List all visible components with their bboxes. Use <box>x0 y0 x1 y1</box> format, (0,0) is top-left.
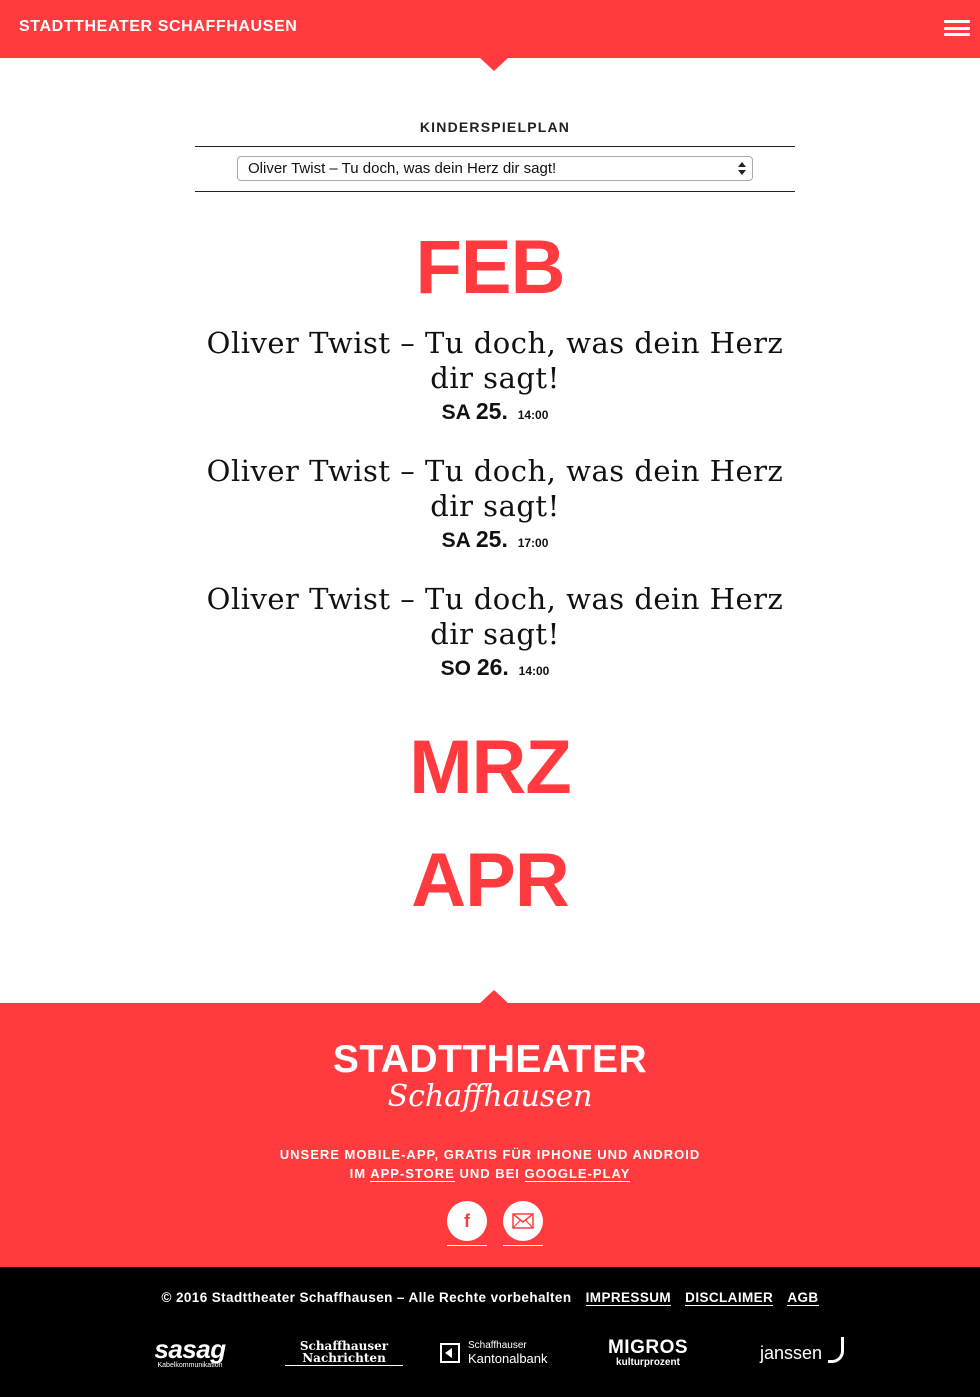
header-pointer-arrow <box>480 58 508 71</box>
sponsor-migros-tagline: kulturprozent <box>616 1357 680 1368</box>
hamburger-menu-icon[interactable] <box>944 20 970 36</box>
bottom-bar <box>0 1267 980 1397</box>
app-line-prefix: IM <box>349 1166 367 1181</box>
month-heading-apr: APR <box>411 838 569 923</box>
event-item <box>195 326 795 425</box>
select-arrows-icon <box>738 161 746 177</box>
menu-bar <box>944 33 970 36</box>
event-weekday: SA <box>441 401 471 424</box>
janssen-hook-icon <box>828 1337 844 1363</box>
footer-logo-main: STADTTHEATER <box>332 1038 648 1081</box>
production-select[interactable] <box>237 156 753 181</box>
agb-link[interactable]: AGB <box>787 1290 819 1305</box>
mail-button[interactable] <box>503 1201 543 1241</box>
menu-bar <box>944 27 970 30</box>
event-time: 14:00 <box>518 664 550 678</box>
facebook-button[interactable] <box>447 1201 487 1241</box>
mail-icon <box>512 1213 534 1229</box>
sponsor-migros-logo[interactable] <box>603 1335 693 1371</box>
sponsor-kantonalbank-logo[interactable] <box>440 1335 560 1371</box>
facebook-icon: f <box>464 1210 470 1231</box>
sponsor-sn-name: Schaffhauser Nachrichten <box>285 1340 403 1366</box>
sponsor-migros-name: MIGROS <box>607 1337 689 1358</box>
app-store-link[interactable]: APP-STORE <box>370 1166 455 1181</box>
site-header <box>0 0 980 58</box>
copyright-text: © 2016 Stadttheater Schaffhausen – Alle Rechte vorbehalten <box>161 1290 572 1305</box>
impressum-link[interactable]: IMPRESSUM <box>585 1290 672 1305</box>
month-heading-mrz: MRZ <box>409 725 571 810</box>
divider <box>195 146 795 147</box>
sponsor-sasag-name: sasag <box>154 1334 226 1365</box>
event-date <box>195 526 795 553</box>
copyright-row <box>0 1290 980 1305</box>
mobile-app-line-2 <box>0 1164 980 1183</box>
event-weekday: SA <box>441 529 471 552</box>
mobile-app-promo <box>0 1145 980 1183</box>
site-title[interactable]: STADTTHEATER SCHAFFHAUSEN <box>19 18 298 35</box>
kantonalbank-mark-icon <box>440 1343 460 1363</box>
event-day: 26. <box>476 654 509 680</box>
event-day: 25. <box>475 398 508 424</box>
event-time: 14:00 <box>517 408 549 422</box>
footer-logo-sub: Schaffhausen <box>387 1079 593 1114</box>
menu-bar <box>944 20 970 23</box>
event-day: 25. <box>475 526 508 552</box>
sponsor-schaffhauser-nachrichten-logo[interactable] <box>285 1335 403 1371</box>
footer-pointer-arrow <box>480 990 508 1003</box>
event-weekday: SO <box>440 657 471 680</box>
event-title[interactable]: Oliver Twist – Tu doch, was dein Herz dir sagt! <box>206 326 784 395</box>
event-date <box>195 398 795 425</box>
disclaimer-link[interactable]: DISCLAIMER <box>685 1290 774 1305</box>
mobile-app-line-1: UNSERE MOBILE-APP, GRATIS FÜR IPHONE UND ANDROID <box>279 1147 701 1162</box>
google-play-link[interactable]: GOOGLE-PLAY <box>524 1166 631 1181</box>
app-line-middle: UND BEI <box>459 1166 520 1181</box>
sponsor-sasag-tagline: Kabelkommunikation <box>157 1362 223 1370</box>
sponsor-janssen-name: janssen <box>759 1343 823 1363</box>
event-title[interactable]: Oliver Twist – Tu doch, was dein Herz dir sagt! <box>206 454 784 523</box>
event-item <box>195 454 795 553</box>
event-time: 17:00 <box>517 536 549 550</box>
month-heading-feb: FEB <box>415 225 565 310</box>
divider <box>503 1245 543 1246</box>
sponsor-sasag-logo[interactable] <box>140 1335 240 1371</box>
event-date <box>195 654 795 681</box>
event-title[interactable]: Oliver Twist – Tu doch, was dein Herz dir sagt! <box>206 582 784 651</box>
filter-heading: KINDERSPIELPLAN <box>419 119 571 135</box>
sponsor-janssen-logo[interactable] <box>752 1335 852 1371</box>
event-item <box>195 582 795 681</box>
production-select-value: Oliver Twist – Tu doch, was dein Herz dir sagt! <box>248 160 557 177</box>
sponsor-skb-line1: Schaffhauser <box>468 1340 527 1351</box>
sponsor-skb-line2: Kantonalbank <box>468 1351 548 1366</box>
divider <box>447 1245 487 1246</box>
divider <box>195 191 795 192</box>
sponsor-skb-text <box>468 1340 548 1366</box>
